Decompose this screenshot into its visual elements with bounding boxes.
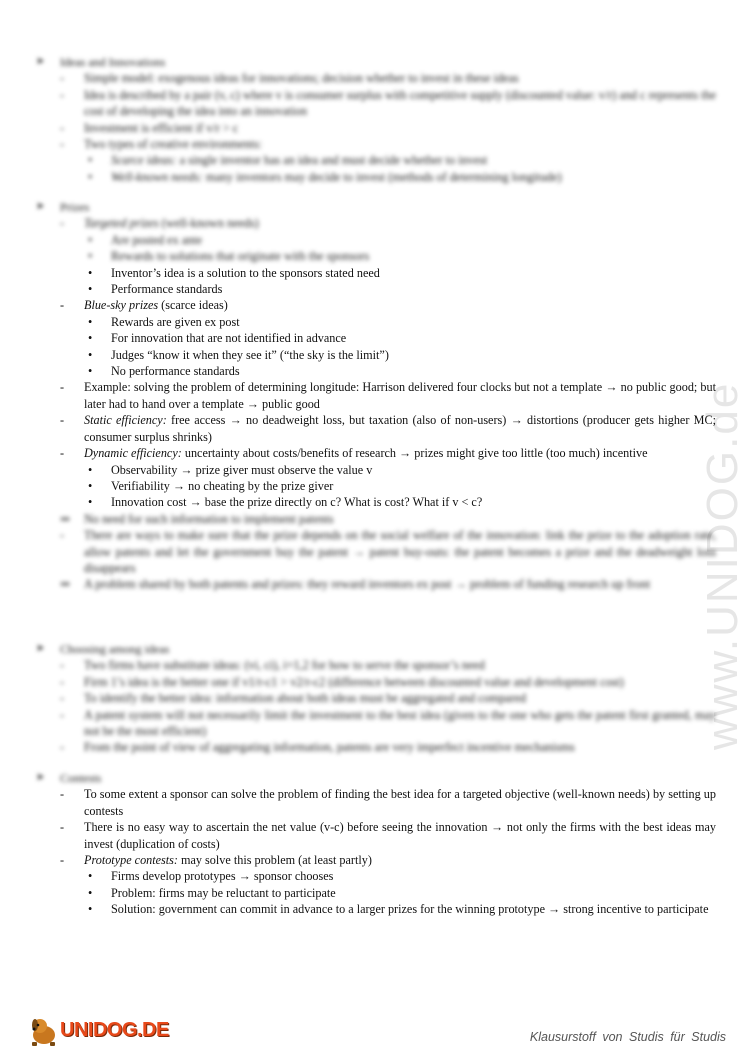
sub-list-item — [36, 363, 716, 379]
list-item — [36, 136, 716, 152]
item-text: A patent system will not necessarily limit the investment to the best idea (given to the one who gets the patent first granted, may not be the most efficient) — [84, 707, 716, 739]
item-text: To identify the better idea: information about both ideas must be aggregated and compared — [84, 691, 527, 706]
item-emphasis: Targeted prizes — [84, 216, 159, 231]
dash-bullet: ⇒ — [60, 577, 71, 592]
section-heading — [36, 199, 716, 215]
item-text: Solution: government can commit in advance to a larger prizes for the winning prototype → strong incentive to participate — [111, 902, 709, 917]
item-text: Performance standards — [111, 282, 223, 297]
sub-list-item — [36, 901, 716, 917]
section-ideas — [36, 54, 716, 185]
dot-bullet-icon: • — [88, 169, 93, 184]
section-heading-text: Choosing among ideas — [60, 642, 170, 656]
item-text: There is no easy way to ascertain the net value (v-c) before seeing the innovation → not only the firms with the best ideas may invest (duplication of costs) — [84, 820, 716, 851]
list-item — [36, 445, 716, 461]
dash-bullet: - — [60, 658, 65, 673]
section-heading — [36, 54, 716, 70]
section-heading-text: Contests — [60, 771, 102, 785]
list-item — [36, 576, 716, 592]
arrow-bullet-icon: ➤ — [36, 56, 45, 67]
list-item — [36, 87, 716, 120]
item-text: Firm 1’s idea is the better one if v1/r-c1 > v2/r-c2 (difference between discounted value and development cost) — [84, 674, 624, 689]
dot-bullet-icon: • — [88, 495, 93, 510]
dash-bullet: - — [60, 446, 65, 461]
sub-list-item — [36, 462, 716, 478]
item-text: may solve this problem (at least partly) — [177, 853, 372, 868]
item-emphasis: Blue-sky prizes — [84, 298, 159, 313]
item-text: Firms develop prototypes → sponsor chooses — [111, 869, 334, 884]
item-text: Investment is efficient if v/r > c — [84, 120, 239, 135]
list-item — [36, 657, 716, 673]
item-text: Two types of creative environments: — [84, 137, 262, 152]
section-heading-text: Prizes — [60, 200, 90, 214]
item-text: Observability → prize giver must observe the value v — [111, 462, 373, 477]
dash-bullet: - — [60, 820, 65, 835]
arrow-bullet-icon: ➤ — [36, 772, 45, 783]
dash-bullet: - — [60, 120, 65, 135]
item-text: many inventors may decide to invest (methods of determining longitude) — [202, 169, 562, 184]
list-item — [36, 707, 716, 740]
list-item — [36, 412, 716, 445]
dash-bullet: - — [60, 528, 65, 543]
dot-bullet-icon: • — [88, 153, 93, 168]
sub-list-item — [36, 314, 716, 330]
dot-bullet-icon: • — [88, 478, 93, 493]
list-item — [36, 819, 716, 852]
sub-list-item — [36, 347, 716, 363]
sub-list-item — [36, 152, 716, 168]
sub-list-item — [36, 281, 716, 297]
item-text: Idea is described by a pair (v, c) where v is consumer surplus with competitive supply (discounted value: v/r) and c represents the cost of developing the idea into an innovation — [84, 87, 716, 119]
dash-bullet: - — [60, 674, 65, 689]
item-text: Example: solving the problem of determining longitude: Harrison delivered four clocks but not a template → no public good; but later had to hand over a template → public good — [84, 380, 716, 411]
item-text: (scarce ideas) — [158, 298, 228, 313]
list-item — [36, 379, 716, 412]
dot-bullet-icon: • — [88, 331, 93, 346]
sub-list-item — [36, 330, 716, 346]
dash-bullet: - — [60, 691, 65, 706]
section-prizes — [36, 199, 716, 593]
dot-bullet-icon: • — [88, 232, 93, 247]
item-text: Judges “know it when they see it” (“the sky is the limit”) — [111, 347, 389, 362]
unidog-logo — [26, 1013, 169, 1049]
dash-bullet: - — [60, 137, 65, 152]
arrow-bullet-icon: ➤ — [36, 643, 45, 654]
sub-list-item — [36, 265, 716, 281]
item-text: From the point of view of aggregating information, patents are very imperfect incentive mechanisms — [84, 740, 575, 755]
item-text: free access → no deadweight loss, but taxation (also of non-users) → distortions (producer gets higher MC; consumer surplus shrinks) — [84, 413, 717, 444]
section-contests — [36, 770, 716, 918]
item-text: Are posted ex ante — [111, 232, 203, 247]
dash-bullet: ⇒ — [60, 511, 71, 526]
dot-bullet-icon: • — [88, 314, 93, 329]
item-text: Simple model: exogenous ideas for innovations; decision whether to invest in these ideas — [84, 71, 519, 86]
list-item — [36, 120, 716, 136]
list-item — [36, 215, 716, 231]
item-text: No need for such information to implement patents — [84, 511, 334, 526]
item-text: (well-known needs) — [158, 216, 259, 231]
sub-list-item — [36, 868, 716, 884]
sub-list-item — [36, 478, 716, 494]
dot-bullet-icon: • — [88, 364, 93, 379]
dog-icon — [26, 1013, 62, 1049]
item-emphasis: Dynamic efficiency: — [84, 446, 182, 461]
dash-bullet: - — [60, 787, 65, 802]
section-choosing-ideas — [36, 641, 716, 756]
list-item — [36, 786, 716, 819]
logo-text: UNIDOG.DE — [60, 1019, 169, 1041]
dot-bullet-icon: • — [88, 902, 93, 917]
footer-tagline: Klausurstoff von Studis für Studis — [529, 1030, 726, 1044]
sub-list-item — [36, 885, 716, 901]
sub-list-item — [36, 248, 716, 264]
dash-bullet: - — [60, 216, 65, 231]
item-text: Rewards are given ex post — [111, 314, 240, 329]
dot-bullet-icon: • — [88, 885, 93, 900]
list-item — [36, 674, 716, 690]
list-item — [36, 70, 716, 86]
dot-bullet-icon: • — [88, 869, 93, 884]
dash-bullet: - — [60, 853, 65, 868]
dash-bullet: - — [60, 707, 65, 722]
item-text: To some extent a sponsor can solve the problem of finding the best idea for a targeted objective (well-known needs) by setting up contests — [84, 787, 716, 818]
section-heading — [36, 641, 716, 657]
item-emphasis: Well-known needs: — [111, 169, 203, 184]
item-emphasis: Prototype contests: — [84, 853, 178, 868]
item-text: For innovation that are not identified in advance — [111, 331, 347, 346]
list-item — [36, 852, 716, 868]
item-emphasis: Scarce ideas: — [111, 153, 177, 168]
sub-list-item — [36, 169, 716, 185]
item-text: Inventor’s idea is a solution to the sponsors stated need — [111, 265, 380, 280]
dash-bullet: - — [60, 380, 65, 395]
dash-bullet: - — [60, 740, 65, 755]
list-item — [36, 527, 716, 576]
list-item — [36, 511, 716, 527]
item-text: Verifiability → no cheating by the prize giver — [111, 478, 334, 493]
item-text: A problem shared by both patents and prizes: they reward inventors ex post → problem of funding research up front — [84, 577, 651, 592]
item-text: Two firms have substitute ideas: (vi, ci), i=1,2 for how to serve the sponsor’s need — [84, 658, 485, 673]
dot-bullet-icon: • — [88, 462, 93, 477]
list-item — [36, 739, 716, 755]
list-item — [36, 690, 716, 706]
dot-bullet-icon: • — [88, 347, 93, 362]
sub-list-item — [36, 232, 716, 248]
item-text: Rewards to solutions that originate with the sponsors — [111, 249, 370, 264]
dot-bullet-icon: • — [88, 265, 93, 280]
item-text: No performance standards — [111, 364, 240, 379]
dot-bullet-icon: • — [88, 282, 93, 297]
item-text: There are ways to make sure that the prize depends on the social welfare of the innovation: link the prize to the adoption rate, allow patents and let the government buy the patent → patent buy-outs: the patent becomes a prize and the deadweight loss disappears — [84, 528, 716, 575]
dash-bullet: - — [60, 87, 65, 102]
item-text: a single inventor has an idea and must decide whether to invest — [176, 153, 488, 168]
section-heading-text: Ideas and Innovations — [60, 55, 166, 69]
dash-bullet: - — [60, 298, 65, 313]
list-item — [36, 297, 716, 313]
dot-bullet-icon: • — [88, 249, 93, 264]
sub-list-item — [36, 494, 716, 510]
item-text: Innovation cost → base the prize directly on c? What is cost? What if v < c? — [111, 495, 483, 510]
item-emphasis: Static efficiency: — [84, 413, 167, 428]
arrow-bullet-icon: ➤ — [36, 201, 45, 212]
dash-bullet: - — [60, 413, 65, 428]
item-text: uncertainty about costs/benefits of research → prizes might give too little (too much) incentive — [181, 446, 648, 461]
watermark: www.UNIDOG.de — [698, 381, 747, 750]
item-text: Problem: firms may be reluctant to participate — [111, 885, 336, 900]
section-heading — [36, 770, 716, 786]
dash-bullet: - — [60, 71, 65, 86]
